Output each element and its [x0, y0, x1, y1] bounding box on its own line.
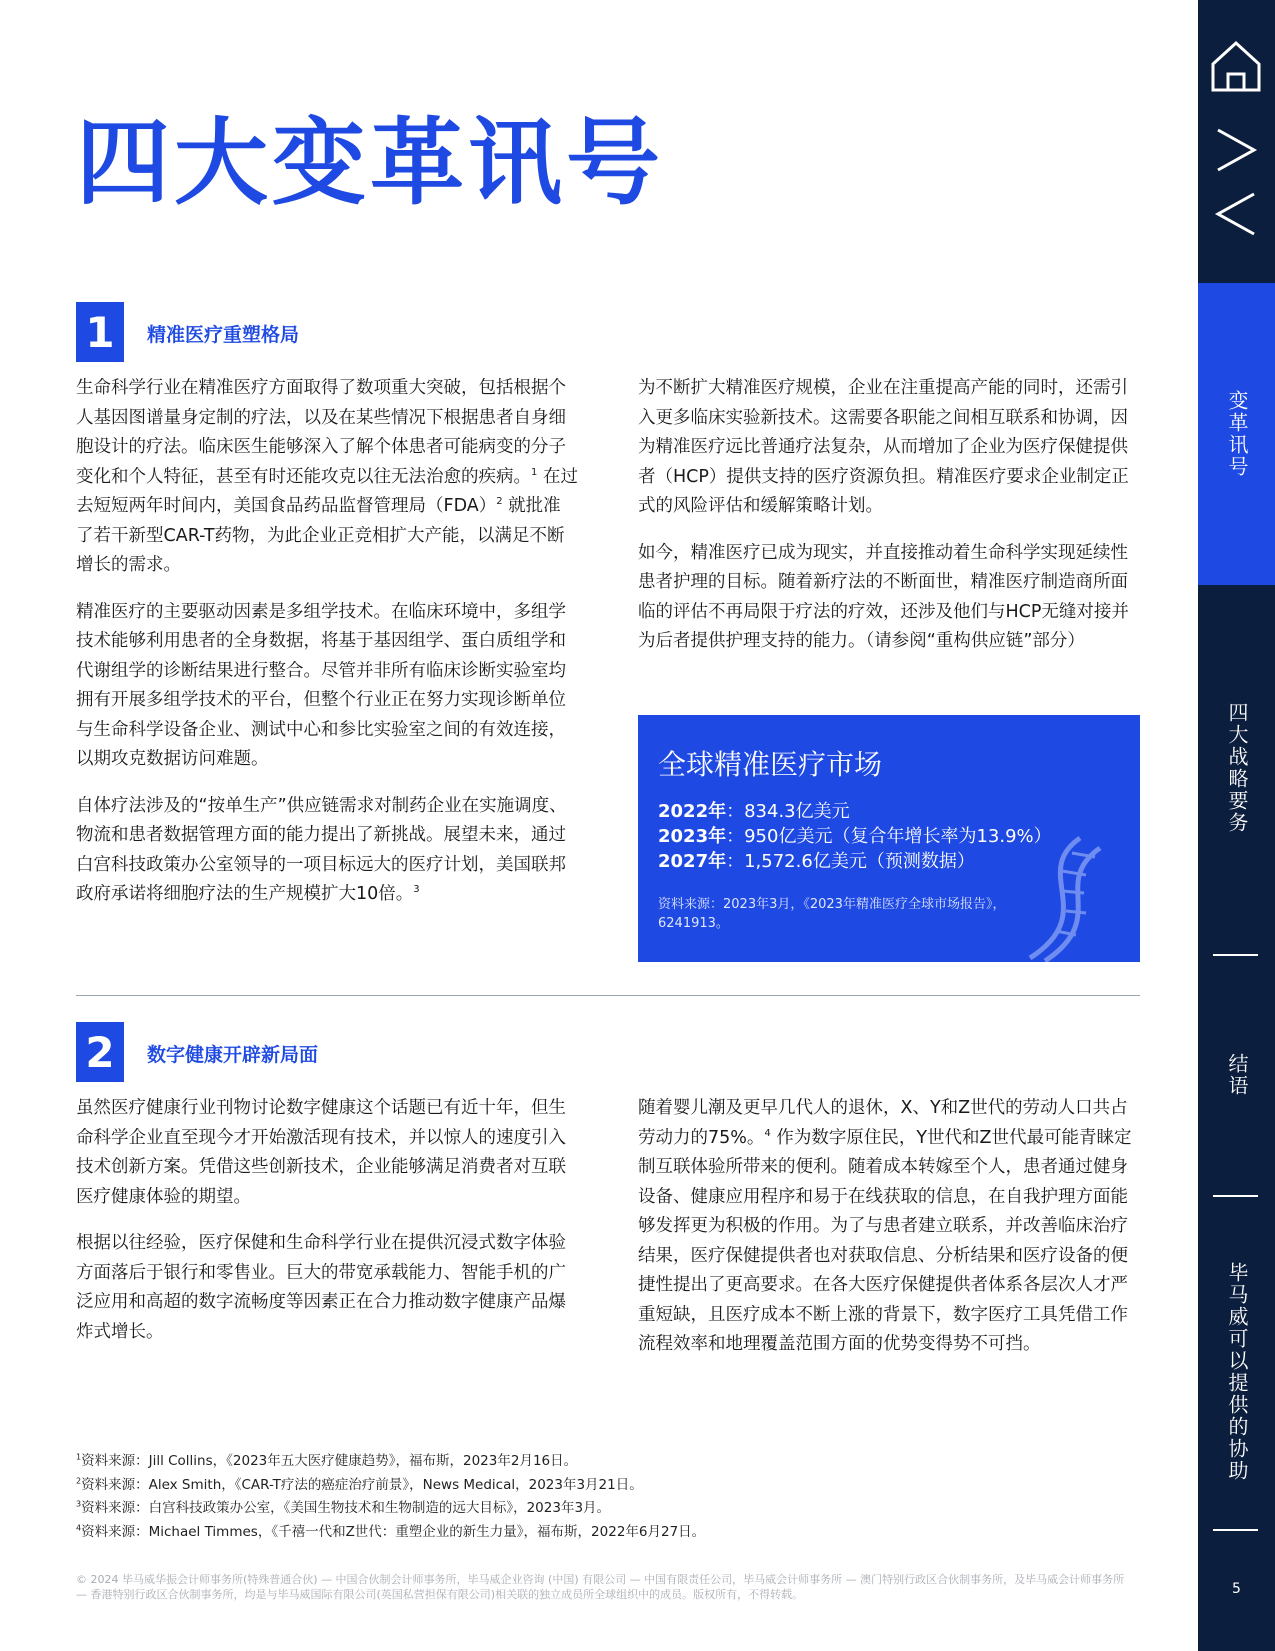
- section1-right-column: [638, 374, 1140, 674]
- paragraph: 自体疗法涉及的“按单生产”供应链需求对制药企业在实施调度、物流和患者数据管理方面的能力提出了新挑战。展望未来，通过白宫科技政策办公室领导的一项目标远大的医疗计划，美国联邦政府承诺将细胞疗法的生产规模扩大10倍。$^3$: [76, 795, 567, 904]
- page-title: 四大变革讯号: [76, 109, 665, 218]
- market-callout-box: [638, 715, 1140, 962]
- sidebar-item-conclusion[interactable]: 结语: [1225, 1053, 1249, 1097]
- home-icon[interactable]: [1208, 38, 1264, 94]
- paragraph: 根据以往经验，医疗保健和生命科学行业在提供沉浸式数字体验方面落后于银行和零售业。巨大的带宽承载能力、智能手机的广泛应用和高超的数字流畅度等因素正在合力推动数字健康产品爆炸式增长。: [76, 1233, 566, 1342]
- market-figures: [658, 799, 1052, 874]
- section-number-badge: 1: [76, 302, 124, 362]
- paragraph: 生命科学行业在精准医疗方面取得了数项重大突破，包括根据个人基因图谱量身定制的疗法，以及在某些情况下根据患者自身细胞设计的疗法。临床医生能够深入了解个体患者可能病变的分子变化和个人特征，甚至有时还能攻克以往无法治愈的疾病。$^1$ 在过去短短两年时间内，美国食品药品监督管理局（FDA）$^2$ 就批准了若干新型CAR-T药物，为此企业正竞相扩大产能，以满足不断增长的需求。: [76, 378, 578, 575]
- sidebar-separator: [1213, 1195, 1258, 1197]
- footnote: $^2$资料来源：Alex Smith，《CAR-T疗法的癌症治疗前景》，News Medical，2023年3月21日。: [76, 1476, 643, 1493]
- footnotes: [76, 1450, 705, 1544]
- sidebar-separator: [1213, 954, 1258, 956]
- section-title: 数字健康开辟新局面: [147, 1044, 319, 1066]
- footnote: $^3$资料来源：白宫科技政策办公室，《美国生物技术和生物制造的远大目标》，2023年3月。: [76, 1499, 611, 1516]
- sidebar-separator: [1213, 1529, 1258, 1531]
- legal-notice: © 2024 毕马威华振会计师事务所(特殊普通合伙) — 中国合伙制会计师事务所，毕马威企业咨询 (中国) 有限公司 — 中国有限责任公司，毕马威会计师事务所 — 澳门特别行政区合伙制事务所，及毕马威会计师事务所 — 香港特别行政区合伙制事务所，均是与毕马威国际有限公司(英国私营担保有限公司)相关联的独立成员所全球组织中的成员。版权所有，不得转载。: [76, 1573, 1125, 1601]
- market-row: 2023年：950亿美元（复合年增长率为13.9%）: [658, 826, 1052, 847]
- sidebar-item-strategic-priorities[interactable]: 四大战略要务: [1225, 702, 1249, 834]
- section1-left-column: [76, 374, 578, 927]
- callout-source: 资料来源：2023年3月，《2023年精准医疗全球市场报告》，6241913。: [658, 897, 1006, 931]
- callout-title: 全球精准医疗市场: [658, 748, 883, 781]
- paragraph: 为不断扩大精准医疗规模，企业在注重提高产能的同时，还需引入更多临床实验新技术。这需要各职能之间相互联系和协调，因为精准医疗远比普通疗法复杂，从而增加了企业为医疗保健提供者（HCP）提供支持的医疗资源负担。精准医疗要求企业制定正式的风险评估和缓解策略计划。: [638, 378, 1129, 516]
- market-row: 2027年：1,572.6亿美元（预测数据）: [658, 851, 975, 872]
- chevron-up-icon[interactable]: [1208, 128, 1264, 174]
- section-number-badge: 2: [76, 1022, 124, 1082]
- market-row: 2022年：834.3亿美元: [658, 801, 850, 822]
- paragraph: 随着婴儿潮及更早几代人的退休，X、Y和Z世代的劳动人口共占劳动力的75%。$^4$ 作为数字原住民，Y世代和Z世代最可能青睐定制互联体验所带来的便利。随着成本转嫁至个人，患者通过健身设备、健康应用程序和易于在线获取的信息，在自我护理方面能够发挥更为积极的作用。为了与患者建立联系，并改善临床治疗结果，医疗保健提供者也对获取信息、分析结果和医疗设备的便捷性提出了更高要求。在各大医疗保健提供者体系各层次人才严重短缺，且医疗成本不断上涨的背景下，数字医疗工具凭借工作流程效率和地理覆盖范围方面的优势变得势不可挡。: [638, 1098, 1132, 1354]
- section-divider: [76, 995, 1140, 996]
- paragraph: 如今，精准医疗已成为现实，并直接推动着生命科学实现延续性患者护理的目标。随着新疗法的不断面世，精准医疗制造商所面临的评估不再局限于疗法的疗效，还涉及他们与HCP无缝对接并为后者提供护理支持的能力。（请参阅“重构供应链”部分）: [638, 542, 1129, 651]
- sidebar-item-transformation-signals[interactable]: 变革讯号: [1225, 390, 1249, 478]
- page-number: 5: [1232, 1581, 1241, 1597]
- paragraph: 精准医疗的主要驱动因素是多组学技术。在临床环境中，多组学技术能够利用患者的全身数据，将基于基因组学、蛋白质组学和代谢组学的诊断结果进行整合。尽管并非所有临床诊断实验室均拥有开展多组学技术的平台，但整个行业正在努力实现诊断单位与生命科学设备企业、测试中心和参比实验室之间的有效连接，以期攻克数据访问难题。: [76, 601, 566, 769]
- chevron-down-icon[interactable]: [1208, 192, 1264, 238]
- paragraph: 虽然医疗健康行业刊物讨论数字健康这个话题已有近十年，但生命科学企业直至现今才开始激活现有技术，并以惊人的速度引入技术创新方案。凭借这些创新技术，企业能够满足消费者对互联医疗健康体验的期望。: [76, 1098, 566, 1207]
- footnote: $^1$资料来源：Jill Collins，《2023年五大医疗健康趋势》，福布斯，2023年2月16日。: [76, 1452, 578, 1469]
- section2-left-column: [76, 1094, 578, 1364]
- section2-right-column: [638, 1094, 1140, 1377]
- section-title: 精准医疗重塑格局: [147, 324, 300, 346]
- footnote: $^4$资料来源：Michael Timmes，《千禧一代和Z世代：重塑企业的新生力量》，福布斯，2022年6月27日。: [76, 1523, 706, 1540]
- sidebar-item-how-kpmg-can-help[interactable]: 毕马威可以提供的协助: [1225, 1262, 1249, 1482]
